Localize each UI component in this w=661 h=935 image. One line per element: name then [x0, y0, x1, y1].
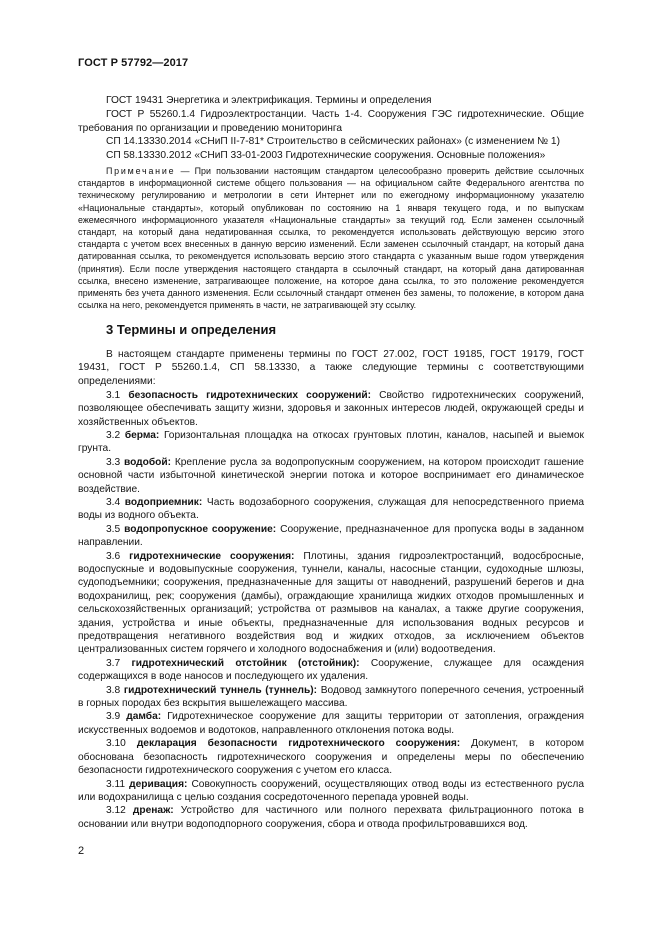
term-definition: Часть водозаборного сооружения, служащая для непосредственного приема воды из водного объекта.	[78, 496, 584, 522]
term-definition: Плотины, здания гидроэлектростанций, водосбросные, водоспускные и водовыпускные сооружения, туннели, каналы, насосные станции, судоходные шлюзы, судоподъемники; сооружения, предназначенные для защиты от наводнений, разрушений берегов и дна водохранилищ, рек; сооружения (дамбы), ограждающие хранилища жидких отходов промышленных и сельскохозяйственных организаций; устройства от размывов на каналах, а также другие сооружения, здания, устройства и иные объекты, предназначенные для использования водных ресурсов и предотвращения негативного воздействия вод и жидких отходов, за исключением объектов централизованных систем горячего и холодного водоснабжения и (или) водоотведения.	[78, 550, 584, 656]
term-title: водобой:	[123, 456, 172, 468]
term-definition: Крепление русла за водопропускным сооружением, на котором происходит гашение основной части избыточной кинетической энергии потока и которое воспринимает его динамическое воздействие.	[78, 456, 584, 495]
term-entry	[78, 389, 584, 429]
term-definition: Совокупность сооружений, осуществляющих отвод воды из естественного русла или водохранилища с целью создания сосредоточенного перепада уровней воды.	[78, 778, 584, 803]
term-number: 3.9	[106, 711, 121, 723]
term-definition: Горизонтальная площадка на откосах грунтовых плотин, каналов, насыпей и выемок грунта.	[78, 429, 584, 455]
term-title: дренаж:	[132, 805, 174, 817]
term-title: гидротехнический туннель (туннель):	[123, 684, 318, 696]
term-number: 3.7	[106, 657, 121, 669]
term-number: 3.4	[106, 496, 121, 508]
term-definition: Документ, в котором обоснована безопасность гидротехнического сооружения и определены меры по обеспечению безопасности гидротехнического сооружения с учетом его класса.	[78, 738, 585, 777]
note-dash: —	[175, 166, 195, 176]
term-number: 3.2	[106, 429, 121, 441]
term-entry	[78, 684, 584, 711]
term-entry	[78, 550, 584, 657]
term-title: деривация:	[129, 778, 188, 790]
page-number: 2	[78, 845, 85, 857]
section-heading: 3 Термины и определения	[106, 322, 277, 337]
term-entry	[78, 429, 584, 456]
term-definition: Устройство для частичного или полного перехвата фильтрационного потока в основании или внутри водоподпорного сооружения, сбора и отвода профильтровавшихся вод.	[78, 805, 584, 830]
term-number: 3.5	[106, 523, 121, 535]
term-definition: Сооружение, предназначенное для пропуска воды в заданном направлении.	[78, 523, 584, 549]
section-intro: В настоящем стандарте применены термины по ГОСТ 27.002, ГОСТ 19185, ГОСТ 19179, ГОСТ 19431, ГОСТ Р 55260.1.4, СП 58.13330, а также следующие термины с соответствующими определениями:	[78, 349, 584, 387]
term-title: дамба:	[126, 711, 162, 723]
term-title: водоприемник:	[124, 496, 203, 508]
note-label: Примечание	[106, 166, 176, 176]
term-title: гидротехнические сооружения:	[129, 550, 295, 562]
term-number: 3.10	[106, 738, 126, 750]
term-entry	[78, 804, 584, 831]
term-entry	[78, 456, 584, 496]
term-definition: Свойство гидротехнических сооружений, позволяющее обеспечивать защиту жизни, здоровья и законных интересов людей, окружающей среды и хозяйственных объектов.	[78, 389, 584, 428]
term-number: 3.11	[106, 778, 126, 790]
term-number: 3.1	[106, 389, 121, 401]
term-entry	[78, 657, 584, 684]
reference-item: ГОСТ Р 55260.1.4 Гидроэлектростанции. Часть 1-4. Сооружения ГЭС гидротехнические. Общие требования по организации и проведению мониторинга	[78, 108, 584, 134]
normative-references-list	[78, 94, 584, 163]
term-title: безопасность гидротехнических сооружений:	[128, 389, 371, 401]
term-entry	[78, 710, 584, 737]
term-definition: Гидротехническое сооружение для защиты территории от затопления, ограждения искусственных водоемов и водотоков, направленного отклонения потока воды.	[78, 711, 584, 736]
term-entry	[78, 778, 584, 805]
term-title: водопропускное сооружение:	[124, 523, 277, 535]
term-title: декларация безопасности гидротехнического сооружения:	[136, 738, 461, 750]
term-entry	[78, 737, 584, 777]
document-code-header: ГОСТ Р 57792—2017	[78, 57, 189, 69]
term-entry	[78, 523, 584, 550]
term-definition: Сооружение, служащее для осаждения содержащихся в воде наносов и последующего их удаления.	[78, 657, 584, 683]
term-title: берма:	[124, 429, 160, 441]
term-number: 3.8	[106, 684, 121, 696]
terms-list	[78, 348, 584, 831]
term-title: гидротехнический отстойник (отстойник):	[131, 657, 360, 669]
reference-item: ГОСТ 19431 Энергетика и электрификация. Термины и определения	[106, 95, 432, 106]
term-number: 3.3	[106, 456, 121, 468]
note-text: При пользовании настоящим стандартом целесообразно проверить действие ссылочных стандартов в информационной системе общего пользования — на официальном сайте Федерального агентства по техническому регулированию и метрологии в сети Интернет или по ежегодному информационному указателю «Национальные стандарты», который опубликован по состоянию на 1 января текущего года, и по выпускам ежемесячного информационного указателя «Национальные стандарты» за текущий год. Если заменен ссылочный стандарт, на который дана недатированная ссылка, то рекомендуется использовать действующую версию этого стандарта с учетом всех внесенных в данную версию изменений. Если заменен ссылочный стандарт, на который дана датированная ссылка, то рекомендуется использовать версию этого стандарта с указанным выше годом утверждения (принятия). Если после утверждения настоящего стандарта в ссылочный стандарт, на который дана датированная ссылка, внесено изменение, затрагивающее положение, на которое дана ссылка, то это положение рекомендуется применять без учета данного изменения. Если ссылочный стандарт отменен без замены, то положение, в котором дана ссылка на него, рекомендуется применять в части, не затрагивающей эту ссылку.	[78, 166, 584, 311]
term-number: 3.12	[106, 805, 126, 817]
term-definition: Водовод замкнутого поперечного сечения, устроенный в горных породах без вскрытия вышележащего массива.	[78, 684, 584, 710]
reference-item: СП 58.13330.2012 «СНиП 33-01-2003 Гидротехнические сооружения. Основные положения»	[106, 150, 546, 162]
reference-item: СП 14.13330.2014 «СНиП II-7-81* Строительство в сейсмических районах» (с изменением № 1)	[106, 136, 560, 148]
term-number: 3.6	[106, 550, 121, 562]
term-entry	[78, 496, 584, 523]
note-paragraph	[78, 165, 584, 311]
